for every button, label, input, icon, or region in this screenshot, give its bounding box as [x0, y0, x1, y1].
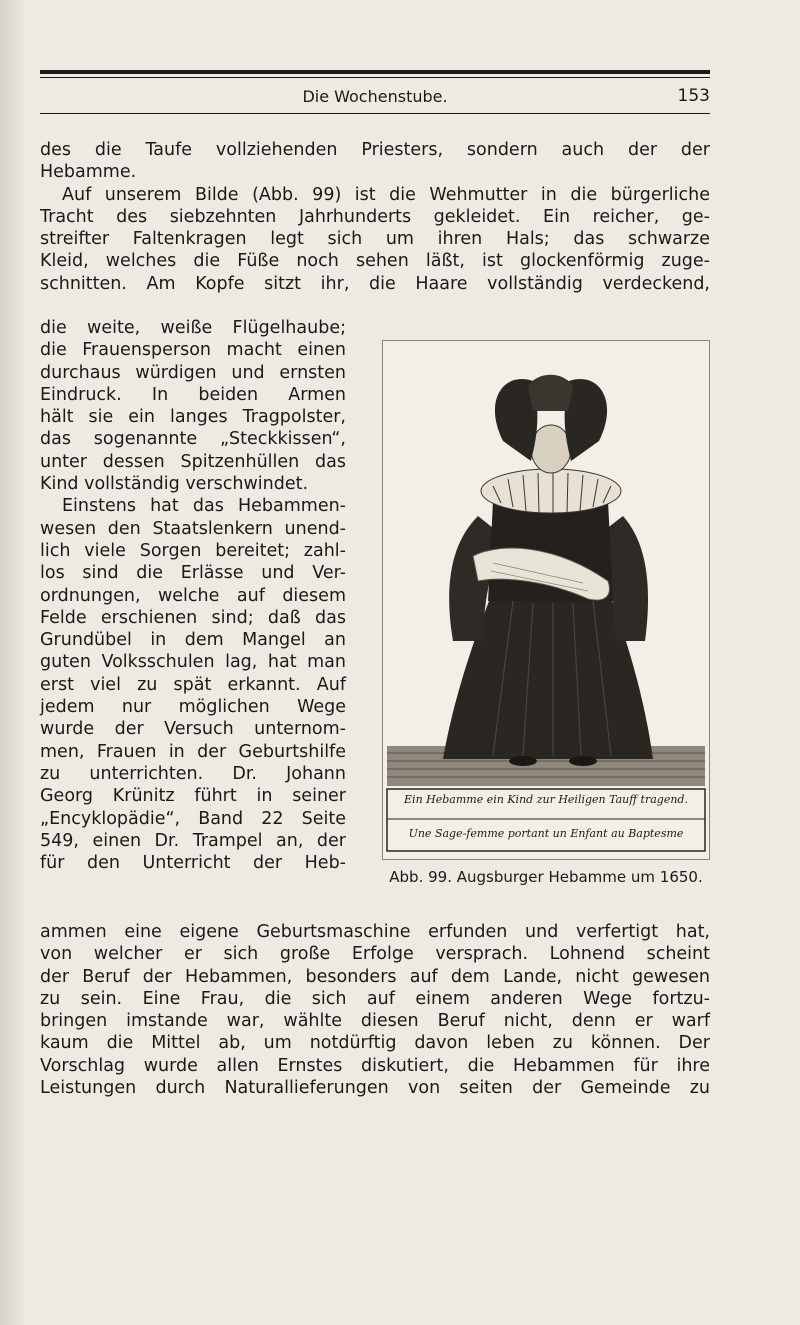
text-line: jedem nur möglichen Wege	[40, 697, 346, 718]
text-line: Hebamme.	[40, 162, 137, 183]
text-line: wesen den Staatslenkern unend-	[40, 518, 346, 539]
text-block-top	[40, 139, 710, 295]
text-line: streifter Faltenkragen legt sich um ihren Hals; das schwarze	[40, 229, 710, 250]
text-line: Einstens hat das Hebammen-	[62, 496, 346, 517]
text-line: Leistungen durch Naturallieferungen von seiten der Gemeinde zu	[40, 1078, 710, 1099]
text-line: zu sein. Eine Frau, die sich auf einem anderen Wege fortzu-	[40, 988, 710, 1009]
page-edge-shadow	[0, 0, 26, 1325]
text-line: Kleid, welches die Füße noch sehen läßt, ist glockenförmig zuge-	[40, 251, 710, 272]
text-line: zu unterrichten. Dr. Johann	[40, 763, 346, 784]
running-title: Die Wochenstube.	[302, 87, 448, 106]
text-line: unter dessen Spitzenhüllen das	[40, 451, 346, 472]
engraved-caption-german: Ein Hebamme ein Kind zur Heiligen Tauff tragend.	[404, 793, 688, 806]
text-line: das sogenannte „Steckkissen“,	[40, 429, 346, 450]
text-line: men, Frauen in der Geburtshilfe	[40, 741, 346, 762]
text-line: hält sie ein langes Tragpolster,	[40, 407, 346, 428]
figure-caption: Abb. 99. Augsburger Hebamme um 1650.	[389, 868, 703, 886]
header-rule-thick	[40, 70, 710, 74]
text-line: des die Taufe vollziehenden Priesters, sondern auch der der	[40, 140, 710, 160]
text-block-wrapped	[40, 317, 346, 874]
page-number: 153	[677, 86, 710, 106]
text-line: lich viele Sorgen bereitet; zahl-	[40, 540, 346, 561]
text-line: wurde der Versuch unternom-	[40, 719, 346, 740]
text-line: ordnungen, welche auf diesem	[40, 585, 346, 606]
running-header	[40, 86, 710, 110]
text-line: die Frauensperson macht einen	[40, 340, 346, 361]
header-rule-thin	[40, 77, 710, 78]
text-line: Felde erschienen sind; daß das	[40, 607, 346, 628]
text-line: erst viel zu spät erkannt. Auf	[40, 674, 346, 695]
engraved-caption-french: Une Sage-femme portant un Enfant au Baptesme	[408, 827, 684, 840]
text-line: ammen eine eigene Geburtsmaschine erfunden und verfertigt hat,	[40, 922, 710, 942]
text-line: los sind die Erlässe und Ver-	[40, 563, 346, 584]
text-line: Tracht des siebzehnten Jahrhunderts gekleidet. Ein reicher, ge-	[40, 206, 710, 227]
text-line: von welcher er sich große Erfolge versprach. Lohnend scheint	[40, 944, 710, 965]
text-line: durchaus würdigen und ernsten	[40, 362, 346, 383]
text-line: schnitten. Am Kopfe sitzt ihr, die Haare vollständig verdeckend,	[40, 273, 710, 294]
text-line: Georg Krünitz führt in seiner	[40, 786, 346, 807]
text-line: bringen imstande war, wählte diesen Beruf nicht, denn er warf	[40, 1011, 710, 1032]
text-block-bottom	[40, 921, 710, 1099]
text-line: Auf unserem Bilde (Abb. 99) ist die Wehmutter in die bürgerliche	[62, 184, 710, 205]
midwife-engraving	[383, 341, 709, 859]
engraving-figure	[382, 340, 710, 860]
text-line: Vorschlag wurde allen Ernstes diskutiert, die Hebammen für ihre	[40, 1055, 710, 1076]
text-line: die weite, weiße Flügelhaube;	[40, 318, 346, 338]
text-line: kaum die Mittel ab, um notdürftig davon leben zu können. Der	[40, 1033, 710, 1054]
text-line: Kind vollständig verschwindet.	[40, 474, 309, 495]
text-line: „Encyklopädie“, Band 22 Seite	[40, 808, 346, 829]
text-line: Eindruck. In beiden Armen	[40, 384, 346, 405]
text-line: Grundübel in dem Mangel an	[40, 630, 346, 651]
text-line: für den Unterricht der Heb-	[40, 853, 346, 874]
text-line: 549, einen Dr. Trampel an, der	[40, 830, 346, 851]
header-rule-under	[40, 113, 710, 114]
text-line: guten Volksschulen lag, hat man	[40, 652, 346, 673]
text-line: der Beruf der Hebammen, besonders auf dem Lande, nicht gewesen	[40, 966, 710, 987]
